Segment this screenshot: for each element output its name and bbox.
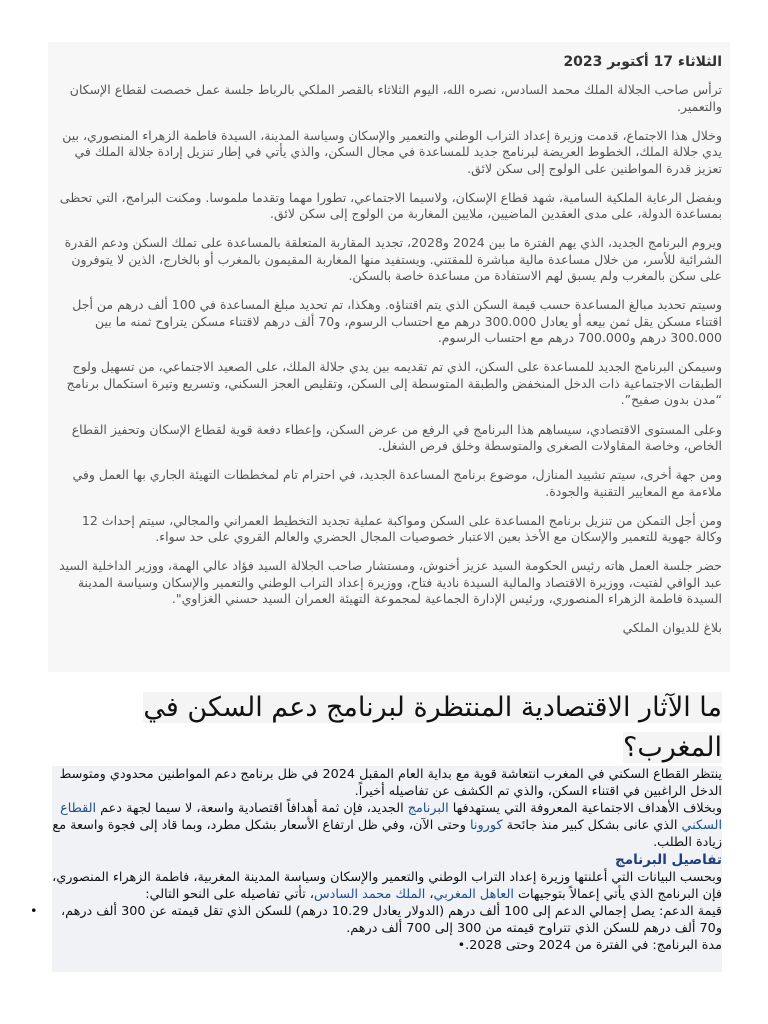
paragraph: حضر جلسة العمل هاته رئيس الحكومة السيد عزيز أخنوش، ومستشار صاحب الجلالة السيد فؤاد عالي الهمة، ووزير الداخلية السيد عبد الوافي لفتيت، ووزيرة الاقتصاد والمالية السيدة نادية فتاح، ووزيرة إعداد التراب الوطني والتعمير والإسكان وسياسة المدينة السيدة فاطمة الزهراء المنصوري، ورئيس الإدارة الجماعية لمجموعة التهيئة العمران السيد حسني الغزاوي". (59, 558, 722, 607)
analysis-paragraph (52, 800, 722, 851)
text-run: الذي عانى بشكل كبير منذ جائحة (502, 818, 682, 833)
article-date: الثلاثاء 17 أكتوبر 2023 (563, 54, 722, 70)
text-run: وبخلاف الأهداف الاجتماعية المعروفة التي يستهدفها (448, 801, 722, 816)
text-run: وحتى الآن، وفي ظل ارتفاع الأسعار بشكل مطرد، وبما قاد إلى فجوة واسعة مع زيادة الطلب. (52, 818, 722, 850)
link-housing-sector[interactable]: القطاع السكني (60, 801, 722, 833)
analysis-paragraph (52, 869, 722, 903)
text-run: ، (425, 887, 434, 902)
paragraph: وسيتم تحديد مبالغ المساعدة حسب قيمة السكن الذي يتم اقتناؤه. وهكذا، تم تحديد مبلغ المساعدة في 100 ألف درهم من أجل اقتناء مسكن يقل ثمن بيعه أو يعادل 300.000 درهم مع احتساب الرسوم، و70 ألف درهم لاقتناء مسكن يتراوح ثمنه ما بين 300.000 درهم و700.000 درهم مع احتساب الرسوم. (72, 297, 722, 346)
link-king-mohammed-vi[interactable]: الملك محمد السادس (314, 887, 426, 902)
list-item (52, 937, 722, 954)
text-run: ، تأتي تفاصيله على النحو التالي: (145, 887, 314, 902)
paragraph: ومن جهة أخرى، سيتم تشييد المنازل، موضوع برنامج المساعدة الجديد، في احترام تام لمخططات التهيئة الجاري بها العمل وفي ملاءمة مع المعايير التقنية والجودة. (72, 467, 722, 499)
paragraph: ويروم البرنامج الجديد، الذي يهم الفترة ما بين 2024 و2028، تجديد المقاربة المتعلقة بالمساعدة على تملك السكن ودعم القدرة الشرائية للأسر، من خلال مساعدة مالية مباشرة للمقتني. ويستفيد منها المغاربة المقيمون بالمغرب أو بالخارج، الذين لا يتوفرون على سكن بالمغرب ولم يسبق لهم الاستفادة من مساعدة خاصة بالسكن. (64, 235, 722, 284)
bullet-icon: • (457, 938, 466, 953)
link-corona[interactable]: كورونا (470, 818, 503, 833)
analysis-intro: ينتظر القطاع السكني في المغرب انتعاشة قوية مع بداية العام المقبل 2024 في ظل برنامج دعم المواطنين محدودي ومتوسط الدخل الراغبين في اقتناء السكن، والذي تم الكشف عن تفاصيله أخيراً. (59, 767, 722, 799)
list-item-text: قيمة الدعم: يصل إجمالي الدعم إلى 100 ألف درهم (الدولار يعادل 10.29 درهم) للسكن الذي تقل قيمته عن 300 ألف درهم، و70 ألف درهم للسكن الذي تتراوح قيمته من 300 إلى 700 ألف درهم. (60, 904, 722, 936)
text-run: وبحسب البيانات التي أعلنتها وزيرة إعداد التراب الوطني والتعمير والإسكان وسياسة المدينة المغربية، فاطمة الزهراء المنصوري، فإن البرنامج الذي يأتي إعمالاً بتوجيهات (52, 870, 722, 902)
link-moroccan-monarch[interactable]: العاهل المغربي (433, 887, 514, 902)
list-item-text: مدة البرنامج: في الفترة من 2024 وحتى 2028. (465, 938, 722, 953)
list-item (30, 903, 722, 937)
royal-statement (48, 42, 730, 672)
paragraph: وعلى المستوى الاقتصادي، سيساهم هذا البرنامج في الرفع من عرض السكن، وإعطاء دفعة قوية لقطاع الإسكان وتحفيز القطاع الخاص، وخاصة المقاولات الصغرى والمتوسطة وخلق فرص الشغل. (71, 421, 722, 454)
paragraph: وبفضل الرعاية الملكية السامية، شهد قطاع الإسكان، ولاسيما الاجتماعي، تطورا مهما وتقدما ملموسا. ومكنت البرامج، التي تحظى بمساعدة الدولة، على مدى العقدين الماضيين، ملايين المغاربة من الولوج إلى سكن لائق. (59, 189, 722, 222)
program-details-subheading: تفاصيل البرنامج (615, 852, 722, 868)
section-heading-text: ما الآثار الاقتصادية المنتظرة لبرنامج دعم السكن في المغرب؟ (143, 692, 722, 764)
text-run: الجديد، فإن ثمة أهدافاً اقتصادية واسعة، لا سيما لجهة دعم (96, 801, 408, 816)
paragraph: ومن أجل التمكن من تنزيل برنامج المساعدة على السكن ومواكبة عملية تجديد التخطيط العمراني والمجالي، سيتم إحداث 12 وكالة جهوية للتعمير والإسكان مع الأخذ بعين الاعتبار خصوصيات المجال الحضري والعالم القروي على حد سواء. (81, 512, 722, 545)
section-heading (48, 688, 722, 768)
link-program[interactable]: البرنامج (407, 801, 449, 816)
paragraph: ترأس صاحب الجلالة الملك محمد السادس، نصره الله، اليوم الثلاثاء بالقصر الملكي بالرباط جلسة عمل خصصت لقطاع الإسكان والتعمير. (69, 82, 722, 114)
analysis-section (30, 766, 722, 972)
paragraph: وخلال هذا الاجتماع، قدمت وزيرة إعداد التراب الوطني والتعمير والإسكان وسياسة المدينة، السيدة فاطمة الزهراء المنصوري، بين يدي جلالة الملك، الخطوط العريضة لبرنامج جديد للمساعدة في مجال السكن، والذي يأتي في إطار تنزيل إرادة جلالة الملك في تعزيز قدرة المواطنين على الولوج إلى سكن لائق. (62, 127, 722, 176)
statement-source: بلاغ للديوان الملكي (622, 620, 722, 636)
paragraph: وسيمكن البرنامج الجديد للمساعدة على السكن، الذي تم تقديمه بين يدي جلالة الملك، على الصعيد الاجتماعي، من تسهيل ولوج الطبقات الاجتماعية ذات الدخل المنخفض والطبقة المتوسطة إلى السكن، وتقليص العجز السكني، وتسريع وتيرة استكمال برنامج “مدن بدون صفيح”. (66, 359, 722, 408)
bullet-icon: • (30, 904, 38, 919)
